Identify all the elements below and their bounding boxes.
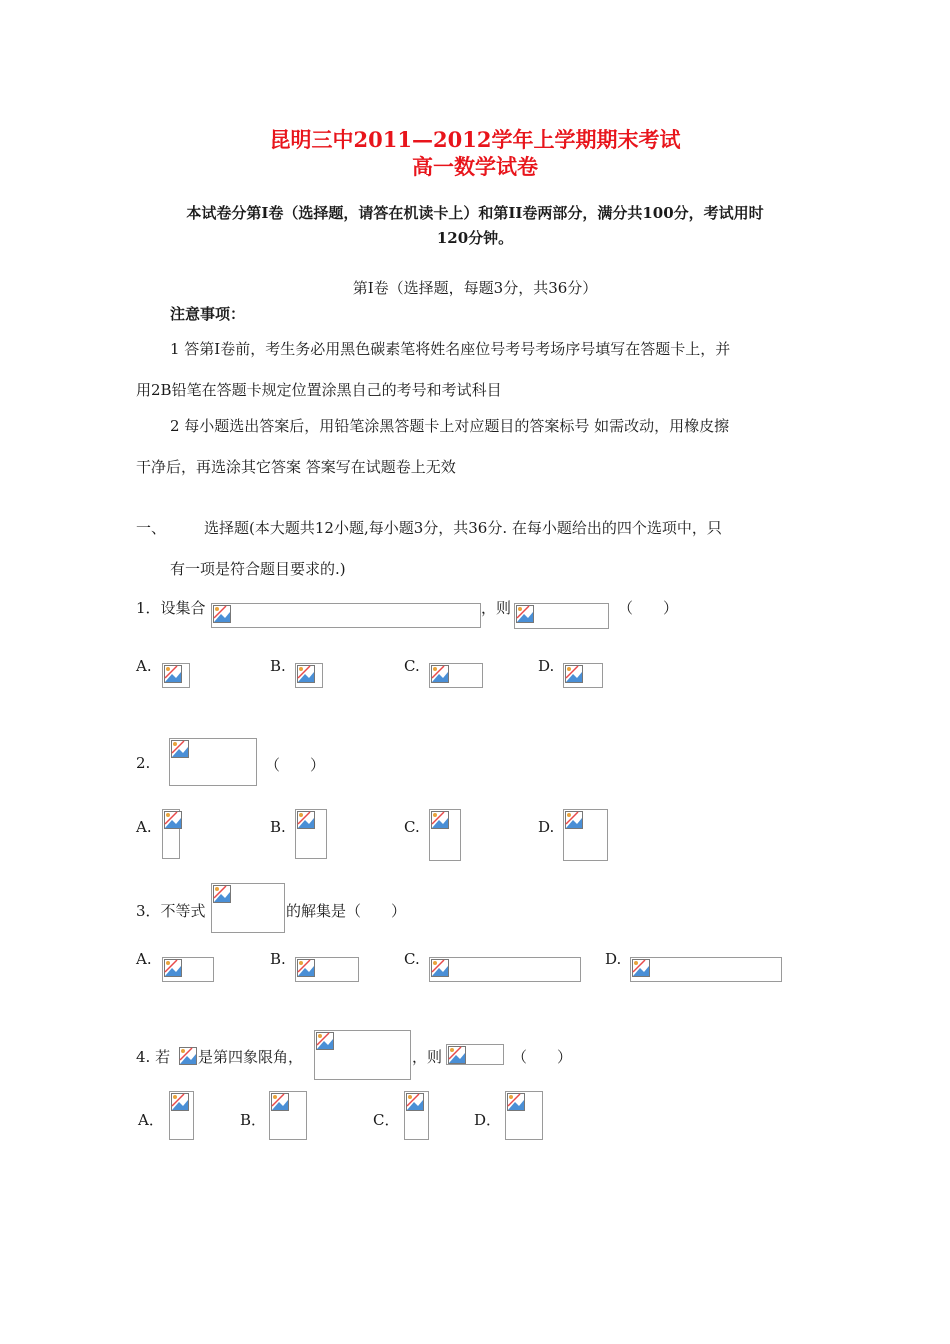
q1-set-image xyxy=(211,603,481,628)
broken-image-icon xyxy=(316,1032,334,1050)
broken-image-icon xyxy=(431,811,449,829)
q3-option-b-label: B. xyxy=(270,950,286,968)
q4-mid2: ，则 xyxy=(412,1048,443,1066)
notice2-line1: 2 每小题选出答案后，用铅笔涂黑答题卡上对应题目的答案标号 如需改动，用橡皮擦 xyxy=(170,417,730,435)
broken-image-icon xyxy=(516,605,534,623)
q2-expr-image xyxy=(169,738,257,786)
q2-prefix: 2. xyxy=(136,754,151,772)
q4-expr-image xyxy=(446,1044,504,1065)
q1-prefix: 1．设集合 xyxy=(136,599,206,617)
q2-option-d-image xyxy=(563,809,608,861)
q3-option-c-image xyxy=(429,957,581,982)
q4-option-b-label: B． xyxy=(240,1111,267,1129)
q4-condition-image xyxy=(314,1030,411,1080)
q3-option-a-image xyxy=(162,957,214,982)
q3-option-c-label: C. xyxy=(404,950,420,968)
exam-intro-line2: 120分钟。 xyxy=(436,229,514,247)
q4-mid: 是第四象限角， xyxy=(198,1048,304,1066)
q2-option-a-label: A. xyxy=(136,818,152,836)
exam-subtitle: 高一数学试卷 xyxy=(412,154,538,179)
exam-intro-line1: 本试卷分第I卷（选择题，请答在机读卡上）和第II卷两部分，满分共100分，考试用时 xyxy=(186,204,764,222)
broken-image-icon xyxy=(271,1093,289,1111)
q1-option-b-label: B. xyxy=(270,657,286,675)
q2-paren: （ ） xyxy=(265,756,326,774)
q2-option-c-image xyxy=(429,809,461,861)
broken-image-icon xyxy=(213,605,231,623)
q1-mid: ，则 xyxy=(481,599,512,617)
notice1-line2: 用2B铅笔在答题卡规定位置涂黑自己的考号和考试科目 xyxy=(136,381,502,399)
q3-inequality-image xyxy=(211,883,285,933)
broken-image-icon xyxy=(406,1093,424,1111)
part1-heading: 第I卷（选择题，每题3分，共36分） xyxy=(352,279,598,297)
section1-line1: 选择题(本大题共12小题,每小题3分，共36分. 在每小题给出的四个选项中，只 xyxy=(204,519,722,537)
notice-title: 注意事项： xyxy=(170,305,246,323)
q3-option-b-image xyxy=(295,957,359,982)
q4-option-b-image xyxy=(269,1091,307,1140)
broken-image-icon xyxy=(431,959,449,977)
q4-option-d-label: D． xyxy=(474,1111,502,1129)
q1-option-b-image xyxy=(295,663,323,688)
broken-image-icon xyxy=(171,1093,189,1111)
q1-option-a-image xyxy=(162,663,190,688)
broken-image-icon xyxy=(164,811,182,829)
q1-option-d-label: D. xyxy=(538,657,555,675)
section1-line2: 有一项是符合题目要求的.) xyxy=(170,560,346,578)
q2-option-d-label: D. xyxy=(538,818,555,836)
broken-image-icon xyxy=(213,885,231,903)
q1-option-d-image xyxy=(563,663,603,688)
broken-image-icon xyxy=(507,1093,525,1111)
q4-option-c-label: C． xyxy=(373,1111,400,1129)
q1-option-c-label: C. xyxy=(404,657,420,675)
section1-number: 一、 xyxy=(136,519,167,537)
q3-option-a-label: A. xyxy=(136,950,152,968)
broken-image-icon xyxy=(164,665,182,683)
q1-option-c-image xyxy=(429,663,483,688)
q2-option-c-label: C. xyxy=(404,818,420,836)
broken-image-icon xyxy=(297,811,315,829)
broken-image-icon xyxy=(565,665,583,683)
q4-option-a-image xyxy=(169,1091,194,1140)
q1-option-a-label: A. xyxy=(136,657,152,675)
q4-option-c-image xyxy=(404,1091,429,1140)
broken-image-icon xyxy=(171,740,189,758)
q3-suffix: 的解集是（ ） xyxy=(286,902,407,920)
q1-expr-image xyxy=(514,603,609,629)
q4-paren: （ ） xyxy=(512,1048,573,1066)
broken-image-icon xyxy=(632,959,650,977)
q3-option-d-label: D. xyxy=(605,950,622,968)
broken-image-icon xyxy=(164,959,182,977)
broken-image-icon xyxy=(297,959,315,977)
broken-image-icon xyxy=(297,665,315,683)
q4-option-a-label: A． xyxy=(138,1111,164,1129)
notice1-line1: 1 答第I卷前，考生务必用黑色碳素笔将姓名座位号考号考场序号填写在答题卡上，并 xyxy=(170,340,731,358)
q3-prefix: 3．不等式 xyxy=(136,902,206,920)
q4-alpha-image xyxy=(178,1046,198,1066)
broken-image-icon xyxy=(448,1046,466,1064)
q3-option-d-image xyxy=(630,957,782,982)
q1-paren: （ ） xyxy=(618,599,679,617)
q2-option-a-image xyxy=(162,809,180,859)
q4-option-d-image xyxy=(505,1091,543,1140)
broken-image-icon xyxy=(431,665,449,683)
q2-option-b-label: B. xyxy=(270,818,286,836)
exam-title: 昆明三中2011—2012学年上学期期末考试 xyxy=(269,127,681,152)
notice2-line2: 干净后，再选涂其它答案 答案写在试题卷上无效 xyxy=(136,458,456,476)
q4-prefix: 4. 若 xyxy=(136,1048,171,1066)
broken-image-icon xyxy=(565,811,583,829)
broken-image-icon xyxy=(179,1047,197,1065)
q2-option-b-image xyxy=(295,809,327,859)
